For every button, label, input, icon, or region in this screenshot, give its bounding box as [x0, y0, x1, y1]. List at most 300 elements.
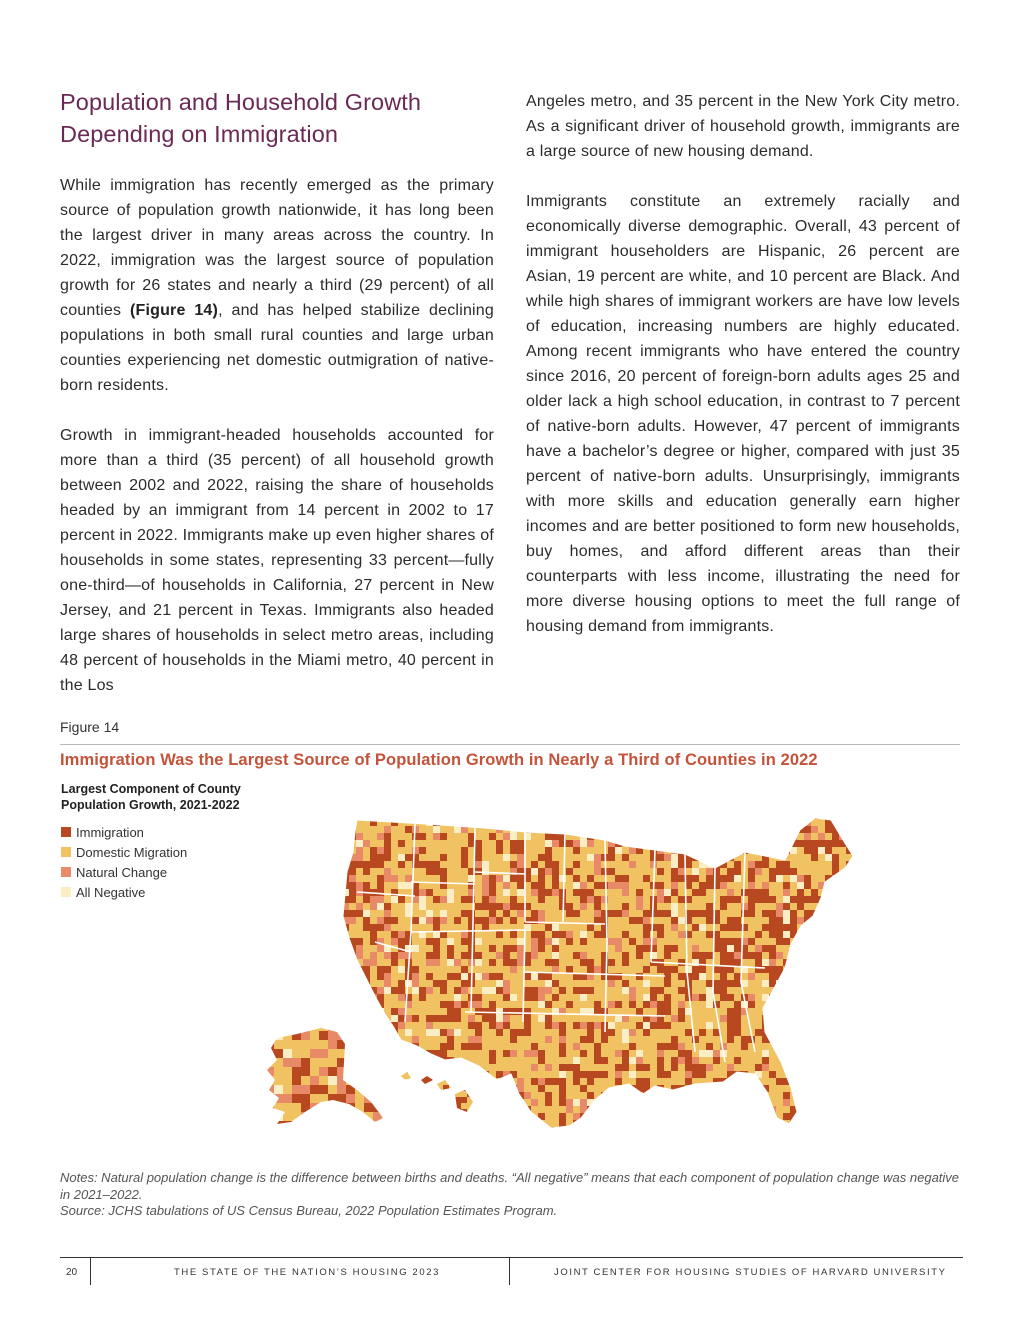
county-cell — [467, 1073, 473, 1079]
county-cell — [431, 1115, 437, 1121]
county-cell — [437, 1067, 443, 1073]
county-cell — [853, 854, 860, 861]
county-cell — [531, 987, 538, 994]
county-cell — [496, 840, 503, 847]
county-cell — [384, 1036, 391, 1043]
county-cell — [622, 1022, 629, 1029]
county-cell — [587, 826, 594, 833]
county-cell — [825, 1064, 832, 1071]
county-cell — [811, 1064, 818, 1071]
county-cell — [342, 994, 349, 1001]
county-cell — [419, 1085, 426, 1092]
county-cell — [407, 1073, 413, 1079]
county-cell — [811, 882, 818, 889]
county-cell — [643, 1022, 650, 1029]
county-cell — [706, 847, 713, 854]
county-cell — [727, 903, 734, 910]
county-cell — [594, 889, 601, 896]
county-cell — [384, 1120, 391, 1127]
county-cell — [538, 903, 545, 910]
county-cell — [818, 903, 825, 910]
county-cell — [636, 1071, 643, 1078]
county-cell — [461, 1109, 467, 1115]
county-cell — [475, 1022, 482, 1029]
county-cell — [636, 840, 643, 847]
county-cell — [657, 826, 664, 833]
county-cell — [678, 931, 685, 938]
county-cell — [720, 1071, 727, 1078]
county-cell — [489, 875, 496, 882]
county-cell — [839, 973, 846, 980]
county-cell — [391, 1064, 398, 1071]
county-cell — [804, 938, 811, 945]
county-cell — [363, 910, 370, 917]
county-cell — [461, 1022, 468, 1029]
county-cell — [461, 1043, 468, 1050]
county-cell — [825, 889, 832, 896]
county-cell — [510, 917, 517, 924]
county-cell — [559, 938, 566, 945]
county-cell — [594, 819, 601, 826]
county-cell — [587, 1036, 594, 1043]
county-cell — [727, 1064, 734, 1071]
county-cell — [503, 1022, 510, 1029]
county-cell — [706, 1113, 713, 1120]
county-cell — [580, 1064, 587, 1071]
county-cell — [503, 1106, 510, 1113]
county-cell — [608, 1050, 615, 1057]
county-cell — [467, 1067, 473, 1073]
county-cell — [391, 959, 398, 966]
county-cell — [727, 896, 734, 903]
county-cell — [510, 1001, 517, 1008]
county-cell — [727, 1043, 734, 1050]
county-cell — [622, 861, 629, 868]
paragraph-1-text-end: , and has helped stabilize declining populations in both small rural counties and large urban counties experiencing net domestic outmigration of native-born residents. — [60, 302, 494, 394]
county-cell — [853, 966, 860, 973]
county-cell — [769, 896, 776, 903]
county-cell — [629, 1001, 636, 1008]
county-cell — [461, 1085, 467, 1091]
county-cell — [699, 868, 706, 875]
county-cell — [461, 966, 468, 973]
county-cell — [664, 966, 671, 973]
county-cell — [643, 875, 650, 882]
county-cell — [545, 896, 552, 903]
county-cell — [706, 1001, 713, 1008]
county-cell — [454, 861, 461, 868]
county-cell — [440, 889, 447, 896]
county-cell — [594, 1015, 601, 1022]
county-cell — [685, 833, 692, 840]
county-cell — [346, 1121, 355, 1130]
county-cell — [419, 1106, 426, 1113]
county-cell — [594, 980, 601, 987]
county-cell — [776, 1043, 783, 1050]
county-cell — [685, 826, 692, 833]
county-cell — [629, 882, 636, 889]
county-cell — [615, 945, 622, 952]
county-cell — [573, 1092, 580, 1099]
county-cell — [811, 875, 818, 882]
county-cell — [496, 1064, 503, 1071]
county-cell — [629, 1050, 636, 1057]
county-cell — [734, 847, 741, 854]
county-cell — [412, 1085, 419, 1092]
county-cell — [755, 1106, 762, 1113]
county-cell — [503, 966, 510, 973]
county-cell — [727, 1106, 734, 1113]
county-cell — [846, 994, 853, 1001]
county-cell — [706, 1099, 713, 1106]
county-cell — [769, 959, 776, 966]
county-cell — [825, 868, 832, 875]
county-cell — [433, 959, 440, 966]
county-cell — [475, 882, 482, 889]
county-cell — [699, 903, 706, 910]
county-cell — [853, 987, 860, 994]
county-cell — [531, 1015, 538, 1022]
county-cell — [363, 1127, 370, 1132]
county-cell — [364, 1121, 373, 1130]
county-cell — [398, 1106, 405, 1113]
county-cell — [335, 903, 342, 910]
county-cell — [461, 819, 468, 826]
county-cell — [447, 896, 454, 903]
county-cell — [356, 1029, 363, 1036]
county-cell — [811, 994, 818, 1001]
county-cell — [524, 973, 531, 980]
county-cell — [426, 1099, 433, 1106]
county-cell — [832, 931, 839, 938]
county-cell — [783, 1029, 790, 1036]
county-cell — [566, 945, 573, 952]
county-cell — [664, 994, 671, 1001]
county-cell — [377, 952, 384, 959]
county-cell — [783, 1022, 790, 1029]
county-cell — [412, 1029, 419, 1036]
county-cell — [615, 959, 622, 966]
county-cell — [797, 910, 804, 917]
county-cell — [629, 861, 636, 868]
county-cell — [335, 910, 342, 917]
county-cell — [580, 1001, 587, 1008]
county-cell — [301, 1040, 310, 1049]
county-cell — [755, 875, 762, 882]
county-cell — [860, 903, 865, 910]
county-cell — [790, 1127, 797, 1132]
county-cell — [622, 910, 629, 917]
county-cell — [783, 952, 790, 959]
county-cell — [629, 987, 636, 994]
county-cell — [356, 1078, 363, 1085]
county-cell — [559, 1092, 566, 1099]
county-cell — [319, 1040, 328, 1049]
county-cell — [713, 1099, 720, 1106]
county-cell — [545, 812, 552, 819]
county-cell — [566, 1092, 573, 1099]
county-cell — [587, 896, 594, 903]
county-cell — [573, 854, 580, 861]
county-cell — [580, 987, 587, 994]
county-cell — [425, 1073, 431, 1079]
county-cell — [552, 882, 559, 889]
county-cell — [384, 819, 391, 826]
county-cell — [395, 1097, 401, 1103]
county-cell — [671, 1036, 678, 1043]
county-cell — [860, 994, 865, 1001]
county-cell — [580, 1050, 587, 1057]
county-cell — [860, 1029, 865, 1036]
county-cell — [510, 994, 517, 1001]
county-cell — [846, 833, 853, 840]
county-cell — [615, 868, 622, 875]
county-cell — [538, 1099, 545, 1106]
county-cell — [377, 875, 384, 882]
county-cell — [405, 826, 412, 833]
county-cell — [419, 959, 426, 966]
county-cell — [433, 966, 440, 973]
county-cell — [419, 980, 426, 987]
county-cell — [860, 1106, 865, 1113]
county-cell — [706, 896, 713, 903]
county-cell — [382, 1049, 391, 1058]
county-cell — [412, 833, 419, 840]
county-cell — [587, 1106, 594, 1113]
county-cell — [832, 1085, 839, 1092]
county-cell — [776, 882, 783, 889]
county-cell — [342, 1106, 349, 1113]
county-cell — [475, 854, 482, 861]
county-cell — [274, 1112, 283, 1121]
county-cell — [713, 1085, 720, 1092]
county-cell — [713, 1127, 720, 1132]
county-cell — [552, 959, 559, 966]
county-cell — [468, 903, 475, 910]
county-cell — [342, 854, 349, 861]
county-cell — [804, 987, 811, 994]
county-cell — [853, 1008, 860, 1015]
county-cell — [755, 952, 762, 959]
county-cell — [860, 938, 865, 945]
county-cell — [776, 826, 783, 833]
county-cell — [622, 1050, 629, 1057]
county-cell — [804, 889, 811, 896]
county-cell — [440, 833, 447, 840]
county-cell — [538, 1036, 545, 1043]
county-cell — [545, 1043, 552, 1050]
county-cell — [699, 945, 706, 952]
county-cell — [804, 945, 811, 952]
county-cell — [699, 833, 706, 840]
county-cell — [734, 1015, 741, 1022]
county-cell — [552, 1113, 559, 1120]
county-cell — [587, 994, 594, 1001]
county-cell — [818, 1036, 825, 1043]
county-cell — [475, 889, 482, 896]
county-cell — [727, 889, 734, 896]
county-cell — [552, 1078, 559, 1085]
county-cell — [301, 1058, 310, 1067]
county-cell — [853, 840, 860, 847]
county-cell — [384, 1064, 391, 1071]
county-cell — [671, 966, 678, 973]
county-cell — [328, 1076, 337, 1085]
county-cell — [706, 1057, 713, 1064]
county-cell — [349, 1064, 356, 1071]
county-cell — [671, 861, 678, 868]
county-cell — [503, 889, 510, 896]
county-cell — [853, 1064, 860, 1071]
county-cell — [601, 1071, 608, 1078]
county-cell — [573, 826, 580, 833]
county-cell — [727, 882, 734, 889]
county-cell — [510, 1036, 517, 1043]
county-cell — [804, 994, 811, 1001]
county-cell — [636, 1106, 643, 1113]
county-cell — [636, 861, 643, 868]
county-cell — [825, 1120, 832, 1127]
county-cell — [377, 973, 384, 980]
county-cell — [335, 1120, 342, 1127]
legend-item-domestic-migration — [61, 842, 241, 862]
county-cell — [482, 1015, 489, 1022]
county-cell — [468, 1071, 475, 1078]
county-cell — [503, 980, 510, 987]
county-cell — [825, 854, 832, 861]
county-cell — [447, 833, 454, 840]
county-cell — [580, 1106, 587, 1113]
county-cell — [342, 896, 349, 903]
county-cell — [545, 1022, 552, 1029]
county-cell — [650, 1029, 657, 1036]
county-cell — [678, 952, 685, 959]
county-cell — [482, 987, 489, 994]
county-cell — [664, 931, 671, 938]
county-cell — [391, 812, 398, 819]
county-cell — [377, 959, 384, 966]
county-cell — [482, 1120, 489, 1127]
county-cell — [699, 1008, 706, 1015]
county-cell — [587, 1127, 594, 1132]
county-cell — [671, 952, 678, 959]
county-cell — [335, 833, 342, 840]
county-cell — [496, 1022, 503, 1029]
county-cell — [398, 1099, 405, 1106]
county-cell — [391, 994, 398, 1001]
county-cell — [650, 980, 657, 987]
county-cell — [524, 994, 531, 1001]
county-cell — [496, 1092, 503, 1099]
county-cell — [566, 1085, 573, 1092]
county-cell — [510, 959, 517, 966]
county-cell — [265, 1094, 274, 1103]
county-cell — [531, 994, 538, 1001]
county-cell — [274, 1058, 283, 1067]
county-cell — [531, 847, 538, 854]
county-cell — [713, 847, 720, 854]
county-cell — [433, 924, 440, 931]
county-cell — [382, 1103, 391, 1112]
county-cell — [573, 896, 580, 903]
county-cell — [790, 1071, 797, 1078]
county-cell — [364, 1049, 373, 1058]
county-cell — [382, 1067, 391, 1076]
legend-label: Immigration — [76, 824, 144, 840]
county-cell — [412, 1050, 419, 1057]
county-cell — [706, 1106, 713, 1113]
county-cell — [853, 882, 860, 889]
county-cell — [769, 931, 776, 938]
county-cell — [503, 1057, 510, 1064]
county-cell — [538, 1057, 545, 1064]
county-cell — [370, 812, 377, 819]
county-cell — [860, 1092, 865, 1099]
county-cell — [377, 994, 384, 1001]
county-cell — [310, 1121, 319, 1130]
county-cell — [433, 1057, 440, 1064]
county-cell — [622, 1071, 629, 1078]
county-cell — [860, 952, 865, 959]
county-cell — [846, 882, 853, 889]
county-cell — [790, 1057, 797, 1064]
county-cell — [482, 1071, 489, 1078]
county-cell — [292, 1094, 301, 1103]
county-cell — [335, 847, 342, 854]
county-cell — [437, 1103, 443, 1109]
county-cell — [734, 1078, 741, 1085]
county-cell — [818, 1001, 825, 1008]
county-cell — [454, 1015, 461, 1022]
county-cell — [265, 1058, 274, 1067]
county-cell — [832, 1029, 839, 1036]
county-cell — [405, 1099, 412, 1106]
county-cell — [853, 1029, 860, 1036]
county-cell — [615, 826, 622, 833]
county-cell — [797, 917, 804, 924]
county-cell — [328, 1058, 337, 1067]
county-cell — [671, 1015, 678, 1022]
county-cell — [853, 910, 860, 917]
county-cell — [776, 959, 783, 966]
county-cell — [503, 812, 510, 819]
county-cell — [776, 1127, 783, 1132]
county-cell — [489, 1092, 496, 1099]
county-cell — [622, 826, 629, 833]
county-cell — [475, 973, 482, 980]
county-cell — [671, 910, 678, 917]
county-cell — [405, 1092, 412, 1099]
county-cell — [377, 980, 384, 987]
county-cell — [384, 1029, 391, 1036]
county-cell — [552, 847, 559, 854]
county-cell — [811, 868, 818, 875]
county-cell — [839, 1057, 846, 1064]
county-cell — [461, 987, 468, 994]
county-cell — [412, 917, 419, 924]
county-cell — [573, 819, 580, 826]
county-cell — [433, 812, 440, 819]
county-cell — [832, 1008, 839, 1015]
county-cell — [377, 854, 384, 861]
county-cell — [741, 903, 748, 910]
county-cell — [811, 966, 818, 973]
county-cell — [426, 1127, 433, 1132]
county-cell — [825, 910, 832, 917]
county-cell — [594, 1085, 601, 1092]
county-cell — [377, 833, 384, 840]
county-cell — [776, 1008, 783, 1015]
